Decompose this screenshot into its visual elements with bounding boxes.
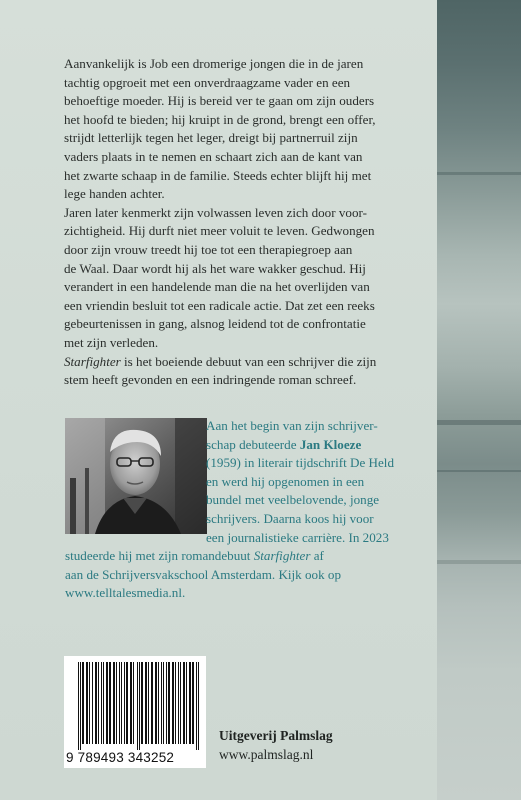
blurb-line: stem heeft gevonden en een indringende roman schreef. (64, 372, 357, 388)
bio-text: schap debuteerde (206, 436, 297, 452)
bio-line (65, 547, 425, 566)
blurb-line: tachtig opgroeit met een onverdraagzame vader en een (64, 74, 351, 90)
bio-line (206, 436, 406, 455)
wave-streak (437, 172, 521, 175)
wave-streak (437, 560, 521, 564)
barcode-bar (148, 662, 149, 744)
barcode-bar (126, 662, 128, 744)
barcode-bar (98, 662, 99, 744)
barcode-bar (198, 662, 199, 750)
publisher-website[interactable]: www.palmslag.nl (219, 747, 314, 762)
barcode-bar (109, 662, 111, 744)
isbn-barcode (64, 656, 206, 768)
publisher-name: Uitgeverij Palmslag (219, 728, 333, 743)
blurb-paragraph-3 (64, 353, 409, 390)
author-bio-top (206, 417, 406, 510)
barcode-bar (89, 662, 90, 744)
blurb-paragraph-2 (64, 204, 409, 353)
website-link[interactable]: www.telltalesmedia.nl. (65, 585, 186, 601)
barcode-bar (155, 662, 157, 744)
blurb-line: de Waal. Daar wordt hij als het ware wakker geschud. Hij (64, 260, 366, 276)
barcode-bar (196, 662, 197, 750)
blurb-line: verandert in een handelende man die na het overlijden van (64, 279, 370, 295)
publisher-block (219, 726, 333, 764)
bio-line: bundel met veelbelovende, jonge (206, 492, 380, 508)
blurb-line: zichtigheid. Hij durft niet meer voluit te leven. Gedwongen (64, 223, 375, 239)
barcode-bar (163, 662, 164, 744)
blurb-line: lege handen achter. (64, 186, 165, 202)
barcode-bar (172, 662, 174, 744)
barcode-bar (82, 662, 84, 744)
barcode-bar (145, 662, 147, 744)
blurb-line: het zwarte schaap in de familie. Steeds echter blijft hij met (64, 167, 372, 183)
bio-line: aan de Schrijversvakschool Amsterdam. Kijk ook op (65, 566, 342, 582)
bio-line: Aan het begin van zijn schrijver- (206, 418, 378, 433)
bio-line: schrijvers. Daarna koos hij voor (206, 511, 374, 526)
blurb-line: een vriendin besluit tot een radicale actie. Dat zet een reeks (64, 297, 375, 313)
book-title-italic: Starfighter (253, 548, 311, 564)
bio-text: studeerde hij met zijn romandebuut (65, 548, 254, 564)
blurb-line: met zijn verleden. (64, 334, 159, 350)
barcode-bar (189, 662, 191, 744)
barcode-bar (92, 662, 93, 744)
bio-line: en werd hij opgenomen in een (206, 473, 365, 489)
blurb-paragraph-1 (64, 55, 409, 204)
barcode-bar (101, 662, 102, 744)
barcode-bar (166, 662, 167, 744)
book-title-italic: Starfighter (64, 353, 121, 369)
blurb-line: het hoofd te bieden; hij kruipt in de grond, brengt een offer, (64, 111, 376, 127)
blurb-line: behoeftige moeder. Hij is bereid ver te gaan om zijn ouders (64, 93, 375, 109)
blurb-text: is het boeiende debuut van een schrijver die zijn (120, 353, 377, 369)
barcode-bar (124, 662, 125, 744)
barcode-bar (95, 662, 97, 744)
blurb-line: vaders plaats in te nemen en schaart zich aan de kant van (64, 148, 363, 164)
barcode-bar (78, 662, 79, 750)
barcode-bar (119, 662, 120, 744)
barcode-bar (180, 662, 181, 744)
barcode-bar (175, 662, 176, 744)
blurb-line: strijdt letterlijk tegen het leger, dreigt bij partnerruil zijn (64, 130, 358, 146)
barcode-bar (161, 662, 162, 744)
barcode-bar (183, 662, 185, 744)
bio-line: (1959) in literair tijdschrift De Held (206, 455, 394, 471)
barcode-bar (86, 662, 88, 744)
barcode-bar (139, 662, 140, 750)
blurb-line: door zijn vrouw treedt hij toe tot een therapiegroep aan (64, 241, 353, 257)
blurb-line: Aanvankelijk is Job een dromerige jongen die in de jaren (64, 56, 364, 71)
barcode-bar (116, 662, 117, 744)
barcode-bars (64, 656, 206, 752)
barcode-bar (168, 662, 170, 744)
barcode-bar (121, 662, 122, 744)
barcode-bar (186, 662, 187, 744)
blurb-line (64, 353, 409, 372)
barcode-bar (103, 662, 104, 744)
barcode-bar (151, 662, 153, 744)
barcode-bar (178, 662, 179, 744)
barcode-bar (141, 662, 143, 744)
barcode-bar (130, 662, 132, 744)
barcode-bar (133, 662, 134, 744)
barcode-bar (158, 662, 159, 744)
barcode-bar (80, 662, 81, 750)
horizon-streak (437, 420, 521, 425)
author-name: Jan Kloeze (299, 436, 362, 452)
barcode-bar (113, 662, 115, 744)
book-blurb (64, 55, 409, 390)
bio-line: een journalistieke carrière. In 2023 (206, 529, 389, 545)
barcode-bar (106, 662, 108, 744)
wave-streak (437, 470, 521, 472)
sea-photo-edge (437, 0, 521, 800)
barcode-bar (137, 662, 138, 750)
bio-text: af (310, 548, 324, 564)
blurb-line: Jaren later kenmerkt zijn volwassen leven zich door voor- (64, 204, 367, 220)
isbn-digits: 9 789493 343252 (66, 750, 175, 765)
blurb-line: gebeurtenissen in gang, alsnog leidend tot de confrontatie (64, 316, 366, 332)
barcode-bar (192, 662, 194, 744)
author-bio-bottom (65, 510, 425, 603)
